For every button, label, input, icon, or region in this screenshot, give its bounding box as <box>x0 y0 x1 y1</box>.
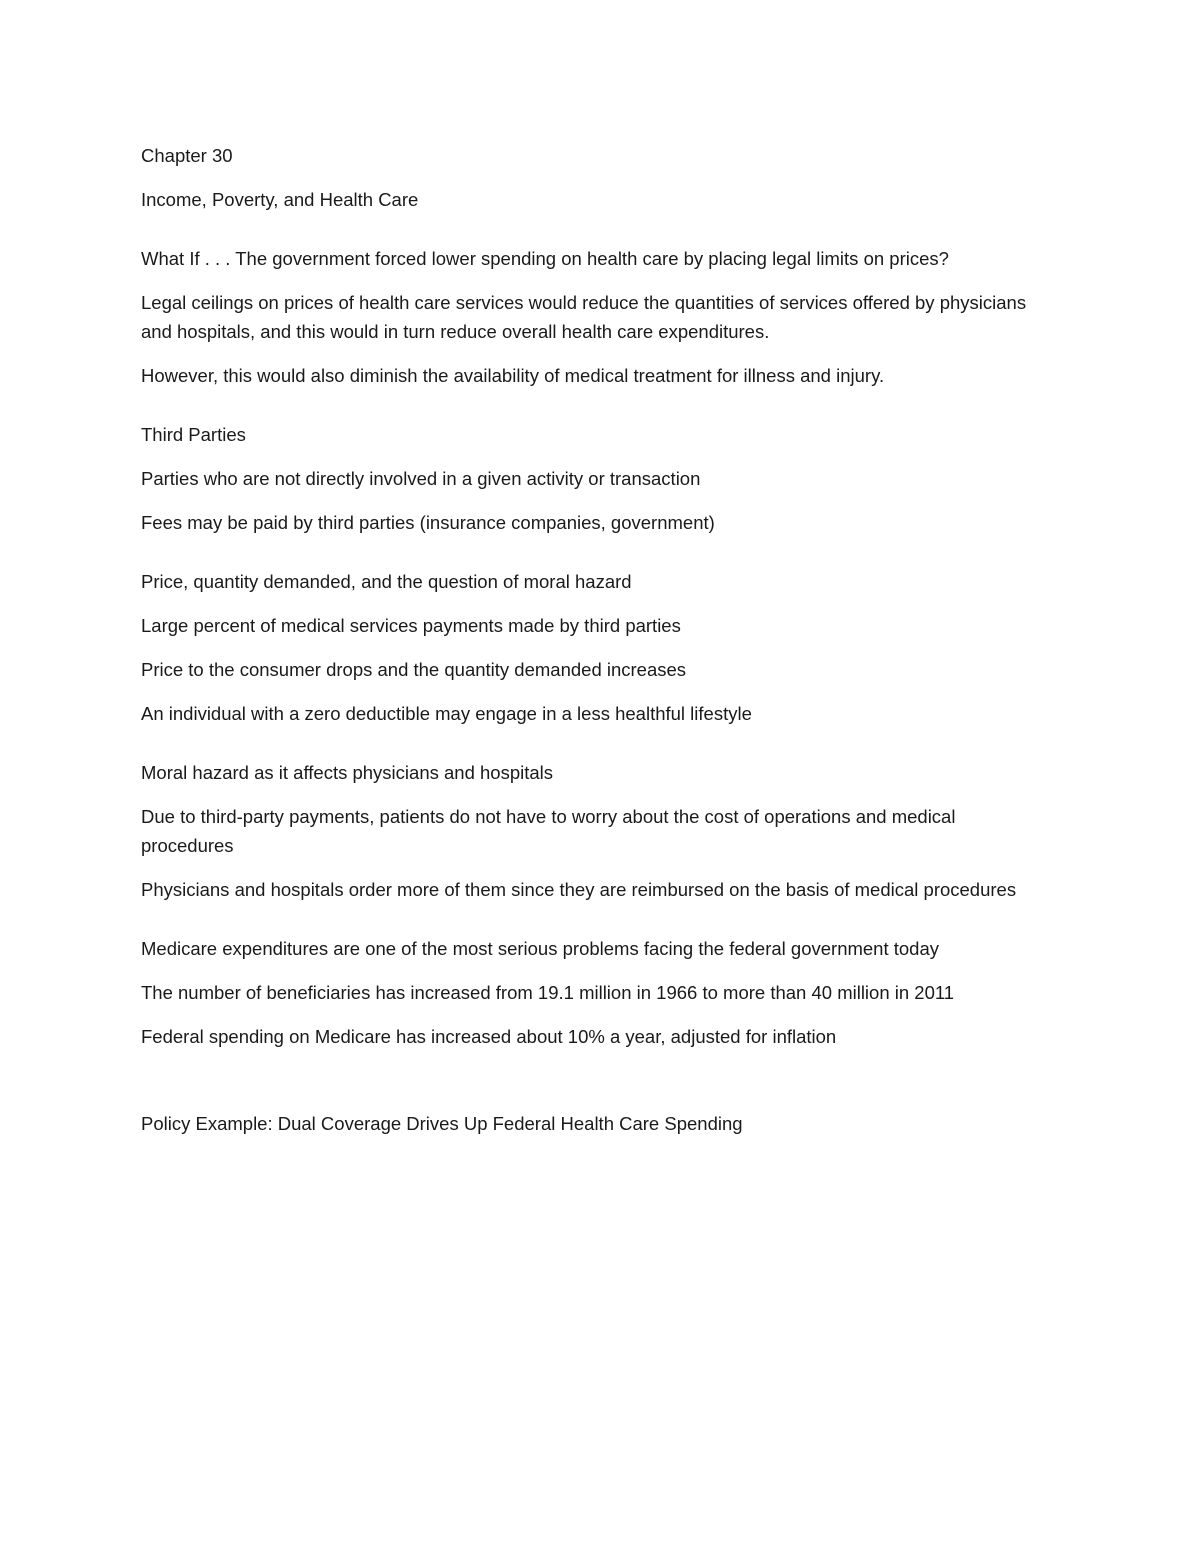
document-body <box>141 141 1041 1153</box>
physicians-line-2: Physicians and hospitals order more of them since they are reimbursed on the basis of medical procedures <box>141 879 1017 900</box>
chapter-title: Income, Poverty, and Health Care <box>141 189 419 210</box>
medicare-line-1: The number of beneficiaries has increased from 19.1 million in 1966 to more than 40 million in 2011 <box>141 982 955 1003</box>
what-if-question: What If . . . The government forced lower spending on health care by placing legal limits on prices? <box>141 248 949 269</box>
moral-hazard-line-1: Large percent of medical services payments made by third parties <box>141 615 681 636</box>
moral-hazard-line-2: Price to the consumer drops and the quantity demanded increases <box>141 659 687 680</box>
third-parties-line-2: Fees may be paid by third parties (insurance companies, government) <box>141 512 715 533</box>
what-if-answer-2: However, this would also diminish the availability of medical treatment for illness and injury. <box>141 365 885 386</box>
medicare-line-2: Federal spending on Medicare has increased about 10% a year, adjusted for inflation <box>141 1026 837 1047</box>
third-parties-line-1: Parties who are not directly involved in a given activity or transaction <box>141 468 701 489</box>
third-parties-heading: Third Parties <box>141 424 246 445</box>
medicare-heading: Medicare expenditures are one of the most serious problems facing the federal government today <box>141 938 940 959</box>
what-if-answer-1: Legal ceilings on prices of health care services would reduce the quantities of services offered by physicians and hospitals, and this would in turn reduce overall health care expenditures. <box>141 292 1027 342</box>
physicians-line-1: Due to third-party payments, patients do not have to worry about the cost of operations and medical procedures <box>141 806 956 856</box>
physicians-heading: Moral hazard as it affects physicians and hospitals <box>141 762 554 783</box>
policy-example-heading: Policy Example: Dual Coverage Drives Up Federal Health Care Spending <box>141 1113 743 1134</box>
chapter-label: Chapter 30 <box>141 145 233 166</box>
moral-hazard-heading: Price, quantity demanded, and the question of moral hazard <box>141 571 632 592</box>
moral-hazard-line-3: An individual with a zero deductible may engage in a less healthful lifestyle <box>141 703 752 724</box>
